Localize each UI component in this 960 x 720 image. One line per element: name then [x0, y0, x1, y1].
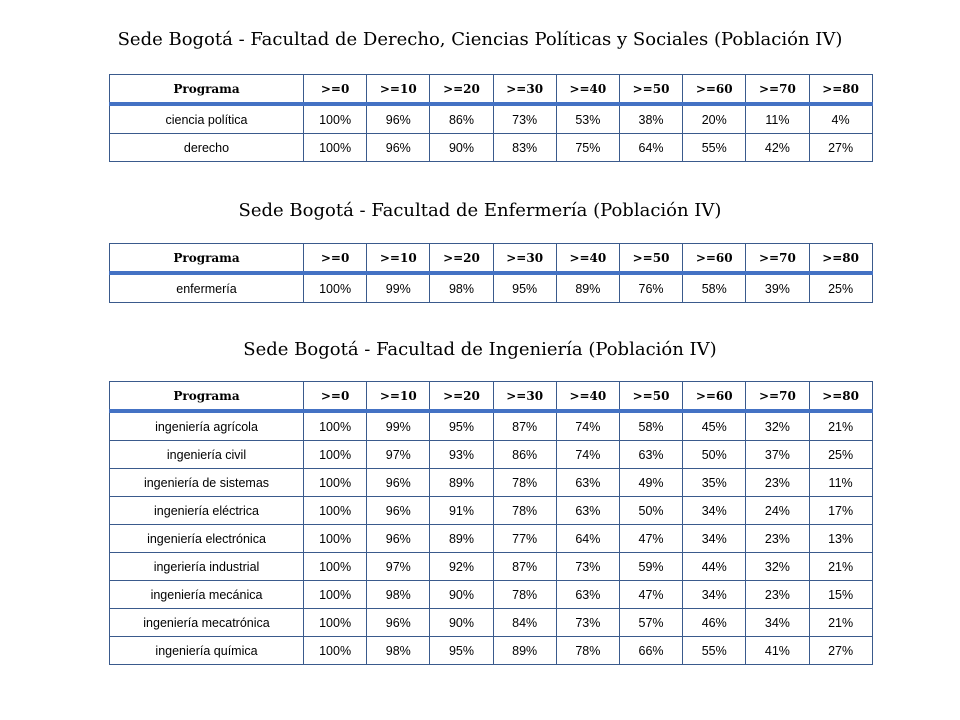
percentage-cell: 11%: [809, 469, 872, 497]
percentage-cell: 64%: [556, 525, 619, 553]
percentage-cell: 38%: [619, 104, 682, 134]
percentage-cell: 100%: [304, 134, 367, 162]
percentage-cell: 100%: [304, 469, 367, 497]
percentage-cell: 50%: [619, 497, 682, 525]
program-name-cell: derecho: [110, 134, 304, 162]
percentage-cell: 78%: [493, 581, 556, 609]
table-row: [110, 553, 873, 581]
column-header-threshold: >=50: [619, 75, 682, 105]
percentage-cell: 63%: [619, 441, 682, 469]
percentage-cell: 91%: [430, 497, 493, 525]
percentage-cell: 100%: [304, 104, 367, 134]
percentage-cell: 41%: [746, 637, 809, 665]
percentage-cell: 90%: [430, 609, 493, 637]
table-body: [110, 104, 873, 162]
header-row: [110, 244, 873, 274]
percentage-cell: 64%: [619, 134, 682, 162]
column-header-threshold: >=40: [556, 382, 619, 412]
column-header-threshold: >=0: [304, 382, 367, 412]
percentage-cell: 35%: [683, 469, 746, 497]
percentage-cell: 21%: [809, 609, 872, 637]
percentage-cell: 98%: [430, 273, 493, 303]
percentage-cell: 34%: [746, 609, 809, 637]
percentage-cell: 100%: [304, 581, 367, 609]
percentage-cell: 23%: [746, 525, 809, 553]
percentage-cell: 98%: [367, 581, 430, 609]
percentage-cell: 95%: [430, 411, 493, 441]
percentage-cell: 46%: [683, 609, 746, 637]
column-header-threshold: >=20: [430, 75, 493, 105]
percentage-cell: 78%: [556, 637, 619, 665]
percentage-cell: 95%: [430, 637, 493, 665]
percentage-cell: 13%: [809, 525, 872, 553]
column-header-threshold: >=30: [493, 244, 556, 274]
program-name-cell: enfermería: [110, 273, 304, 303]
table-row: [110, 497, 873, 525]
column-header-threshold: >=70: [746, 382, 809, 412]
table-row: [110, 581, 873, 609]
table-row: [110, 637, 873, 665]
table-body: [110, 411, 873, 665]
program-name-cell: ingeniería mecánica: [110, 581, 304, 609]
program-name-cell: ingeriería industrial: [110, 553, 304, 581]
percentage-cell: 99%: [367, 273, 430, 303]
percentage-cell: 84%: [493, 609, 556, 637]
percentage-cell: 57%: [619, 609, 682, 637]
percentage-cell: 96%: [367, 104, 430, 134]
percentage-cell: 100%: [304, 553, 367, 581]
percentage-cell: 100%: [304, 525, 367, 553]
column-header-threshold: >=30: [493, 382, 556, 412]
percentage-cell: 86%: [493, 441, 556, 469]
percentage-cell: 63%: [556, 469, 619, 497]
percentage-cell: 34%: [683, 525, 746, 553]
column-header-threshold: >=80: [809, 382, 872, 412]
percentage-cell: 15%: [809, 581, 872, 609]
percentage-cell: 21%: [809, 553, 872, 581]
percentage-cell: 4%: [809, 104, 872, 134]
percentage-cell: 99%: [367, 411, 430, 441]
percentage-cell: 37%: [746, 441, 809, 469]
column-header-threshold: >=60: [683, 382, 746, 412]
percentage-cell: 39%: [746, 273, 809, 303]
table-row: [110, 104, 873, 134]
percentage-cell: 32%: [746, 411, 809, 441]
column-header-threshold: >=40: [556, 75, 619, 105]
percentage-cell: 76%: [619, 273, 682, 303]
percentage-cell: 86%: [430, 104, 493, 134]
column-header-threshold: >=0: [304, 75, 367, 105]
percentage-cell: 100%: [304, 497, 367, 525]
percentage-cell: 83%: [493, 134, 556, 162]
percentage-cell: 55%: [683, 134, 746, 162]
percentage-cell: 63%: [556, 581, 619, 609]
percentage-cell: 27%: [809, 637, 872, 665]
column-header-programa: Programa: [110, 382, 304, 412]
program-name-cell: ingeniería química: [110, 637, 304, 665]
table-row: [110, 273, 873, 303]
percentage-cell: 74%: [556, 441, 619, 469]
column-header-threshold: >=20: [430, 382, 493, 412]
percentage-cell: 44%: [683, 553, 746, 581]
percentage-cell: 58%: [683, 273, 746, 303]
percentage-cell: 11%: [746, 104, 809, 134]
percentage-cell: 23%: [746, 581, 809, 609]
percentage-cell: 45%: [683, 411, 746, 441]
percentage-cell: 73%: [556, 553, 619, 581]
percentage-cell: 100%: [304, 411, 367, 441]
section-title-derecho: Sede Bogotá - Facultad de Derecho, Ciencias Políticas y Sociales (Población IV): [117, 29, 843, 50]
percentage-cell: 87%: [493, 553, 556, 581]
percentage-cell: 47%: [619, 581, 682, 609]
percentage-cell: 47%: [619, 525, 682, 553]
percentage-cell: 92%: [430, 553, 493, 581]
percentage-cell: 100%: [304, 637, 367, 665]
percentage-cell: 25%: [809, 273, 872, 303]
column-header-threshold: >=0: [304, 244, 367, 274]
percentage-cell: 42%: [746, 134, 809, 162]
percentage-cell: 24%: [746, 497, 809, 525]
column-header-threshold: >=50: [619, 382, 682, 412]
table-row: [110, 469, 873, 497]
column-header-threshold: >=50: [619, 244, 682, 274]
program-name-cell: ingeniería de sistemas: [110, 469, 304, 497]
program-name-cell: ingeniería eléctrica: [110, 497, 304, 525]
percentage-cell: 17%: [809, 497, 872, 525]
column-header-threshold: >=10: [367, 75, 430, 105]
percentage-cell: 96%: [367, 497, 430, 525]
table-row: [110, 525, 873, 553]
column-header-threshold: >=70: [746, 244, 809, 274]
percentage-cell: 23%: [746, 469, 809, 497]
percentage-cell: 89%: [556, 273, 619, 303]
percentage-cell: 20%: [683, 104, 746, 134]
table-row: [110, 134, 873, 162]
percentage-cell: 96%: [367, 134, 430, 162]
percentage-cell: 50%: [683, 441, 746, 469]
percentage-cell: 100%: [304, 273, 367, 303]
percentage-cell: 90%: [430, 581, 493, 609]
column-header-threshold: >=70: [746, 75, 809, 105]
percentage-cell: 98%: [367, 637, 430, 665]
percentage-cell: 66%: [619, 637, 682, 665]
program-name-cell: ingeniería civil: [110, 441, 304, 469]
column-header-programa: Programa: [110, 75, 304, 105]
program-name-cell: ciencia política: [110, 104, 304, 134]
table-row: [110, 609, 873, 637]
column-header-threshold: >=30: [493, 75, 556, 105]
percentage-cell: 34%: [683, 581, 746, 609]
percentage-cell: 100%: [304, 441, 367, 469]
percentage-cell: 95%: [493, 273, 556, 303]
percentage-cell: 63%: [556, 497, 619, 525]
column-header-threshold: >=10: [367, 382, 430, 412]
section-title-ingenieria: Sede Bogotá - Facultad de Ingeniería (Población IV): [243, 339, 717, 360]
percentage-cell: 27%: [809, 134, 872, 162]
column-header-threshold: >=10: [367, 244, 430, 274]
column-header-threshold: >=80: [809, 75, 872, 105]
percentage-cell: 97%: [367, 553, 430, 581]
percentage-cell: 34%: [683, 497, 746, 525]
header-row: [110, 75, 873, 105]
percentage-cell: 100%: [304, 609, 367, 637]
percentage-cell: 93%: [430, 441, 493, 469]
percentage-cell: 78%: [493, 497, 556, 525]
percentage-cell: 49%: [619, 469, 682, 497]
header-row: [110, 382, 873, 412]
table-body: [110, 273, 873, 303]
percentage-cell: 32%: [746, 553, 809, 581]
percentage-cell: 58%: [619, 411, 682, 441]
column-header-programa: Programa: [110, 244, 304, 274]
percentage-cell: 73%: [556, 609, 619, 637]
percentage-cell: 87%: [493, 411, 556, 441]
percentage-cell: 89%: [430, 525, 493, 553]
table-ingenieria: [109, 381, 873, 665]
program-name-cell: ingeniería mecatrónica: [110, 609, 304, 637]
percentage-cell: 77%: [493, 525, 556, 553]
percentage-cell: 96%: [367, 609, 430, 637]
percentage-cell: 90%: [430, 134, 493, 162]
percentage-cell: 55%: [683, 637, 746, 665]
percentage-cell: 97%: [367, 441, 430, 469]
percentage-cell: 96%: [367, 525, 430, 553]
table-row: [110, 411, 873, 441]
percentage-cell: 75%: [556, 134, 619, 162]
column-header-threshold: >=60: [683, 244, 746, 274]
percentage-cell: 96%: [367, 469, 430, 497]
percentage-cell: 74%: [556, 411, 619, 441]
program-name-cell: ingeniería agrícola: [110, 411, 304, 441]
table-derecho: [109, 74, 873, 162]
column-header-threshold: >=80: [809, 244, 872, 274]
percentage-cell: 25%: [809, 441, 872, 469]
column-header-threshold: >=20: [430, 244, 493, 274]
column-header-threshold: >=60: [683, 75, 746, 105]
table-row: [110, 441, 873, 469]
program-name-cell: ingeniería electrónica: [110, 525, 304, 553]
percentage-cell: 53%: [556, 104, 619, 134]
table-enfermeria: [109, 243, 873, 303]
percentage-cell: 59%: [619, 553, 682, 581]
section-title-enfermeria: Sede Bogotá - Facultad de Enfermería (Población IV): [238, 200, 722, 221]
percentage-cell: 78%: [493, 469, 556, 497]
column-header-threshold: >=40: [556, 244, 619, 274]
percentage-cell: 89%: [430, 469, 493, 497]
percentage-cell: 73%: [493, 104, 556, 134]
percentage-cell: 89%: [493, 637, 556, 665]
percentage-cell: 21%: [809, 411, 872, 441]
